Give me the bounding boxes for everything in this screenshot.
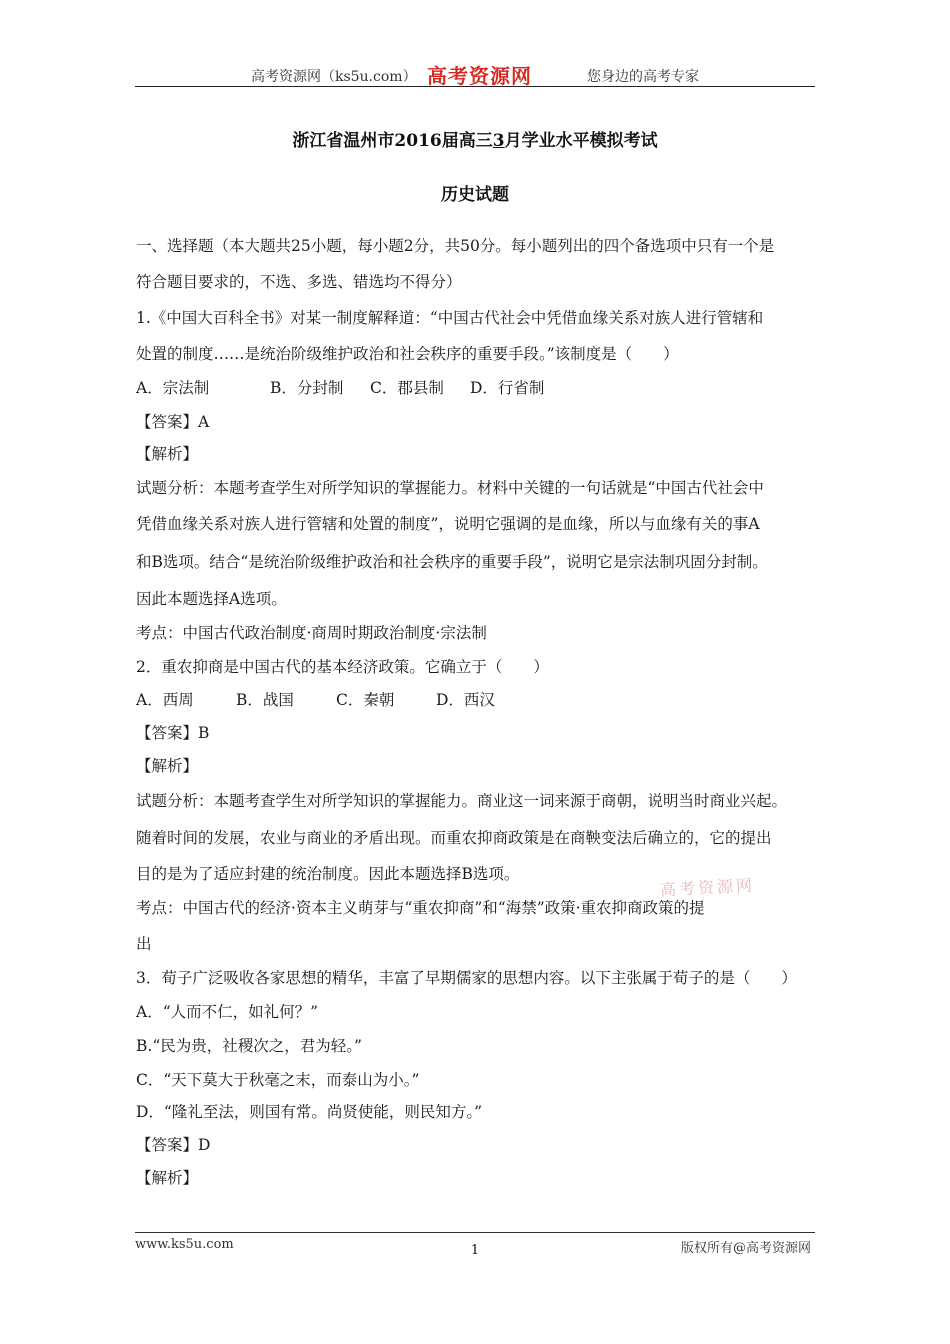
q3-option-c: C．“天下莫大于秋毫之末，而泰山为小。” [136, 1071, 420, 1089]
header-slogan: 您身边的高考专家 [587, 69, 699, 85]
q1-analysis-line1: 试题分析：本题考查学生对所学知识的掌握能力。材料中关键的一句话就是“中国古代社会中 [136, 479, 764, 497]
q2-knowledge-point-line2: 出 [136, 935, 152, 953]
q3-answer: 【答案】D [136, 1136, 211, 1154]
q2-analysis-line3: 目的是为了适应封建的统治制度。因此本题选择B选项。 [136, 865, 520, 883]
q2-knowledge-point-line1: 考点：中国古代的经济·资本主义萌芽与“重农抑商”和“海禁”政策·重农抑商政策的提 [136, 899, 705, 917]
q2-option-a: A．西周 [136, 691, 194, 709]
section-intro-line2: 符合题目要求的，不选、多选、错选均不得分） [136, 273, 462, 291]
q2-analysis-label: 【解析】 [136, 757, 199, 775]
footer-copyright: 版权所有@高考资源网 [680, 1241, 811, 1256]
page-footer [135, 1232, 815, 1258]
q1-analysis-line3: 和B选项。结合“是统治阶级维护政治和社会秩序的重要手段”，说明它是宗法制巩固分封制。 [136, 553, 768, 571]
q2-answer: 【答案】B [136, 724, 210, 742]
page-header [135, 60, 815, 87]
exam-title-month: 3 [492, 131, 505, 151]
exam-subtitle: 历史试题 [441, 185, 509, 205]
q2-stem: 2．重农抑商是中国古代的基本经济政策。它确立于（ ） [136, 658, 549, 676]
page-number: 1 [470, 1243, 480, 1258]
header-site-name: 高考资源网（ks5u.com） [251, 69, 417, 85]
q1-analysis-line4: 因此本题选择A选项。 [136, 590, 287, 608]
q1-option-d: D．行省制 [470, 379, 545, 397]
q3-option-d: D．“隆礼至法，则国有常。尚贤使能，则民知方。” [136, 1103, 483, 1121]
q2-option-b: B．战国 [236, 691, 294, 709]
q1-analysis-label: 【解析】 [136, 445, 199, 463]
q1-option-a: A．宗法制 [136, 379, 210, 397]
q1-option-b: B．分封制 [270, 379, 344, 397]
exam-title-post: 月学业水平模拟考试 [504, 131, 658, 151]
q3-option-a: A．“人而不仁，如礼何？” [136, 1003, 319, 1021]
q2-option-d: D．西汉 [436, 691, 495, 709]
watermark: 高考资源网 [659, 875, 756, 900]
q1-options [136, 376, 544, 398]
q3-stem: 3．荀子广泛吸收各家思想的精华，丰富了早期儒家的思想内容。以下主张属于荀子的是（ ） [136, 969, 797, 987]
header-logo: 高考资源网 [427, 64, 532, 88]
q1-analysis-line2: 凭借血缘关系对族人进行管辖和处置的制度”，说明它强调的是血缘，所以与血缘有关的事A [136, 515, 760, 533]
q3-option-b: B.“民为贵，社稷次之，君为轻。” [136, 1037, 362, 1055]
footer-url: www.ks5u.com [135, 1237, 234, 1252]
q3-analysis-label: 【解析】 [136, 1169, 199, 1187]
q2-options [136, 688, 495, 710]
q1-knowledge-point: 考点：中国古代政治制度·商周时期政治制度·宗法制 [136, 624, 487, 642]
section-intro-line1: 一、选择题（本大题共25小题，每小题2分，共50分。每小题列出的四个备选项中只有一个是 [136, 237, 775, 255]
q1-option-c: C．郡县制 [370, 379, 444, 397]
q1-stem-line1: 1.《中国大百科全书》对某一制度解释道：“中国古代社会中凭借血缘关系对族人进行管辖和 [136, 309, 764, 327]
exam-title-pre: 浙江省温州市2016届高三 [292, 131, 493, 151]
q2-analysis-line1: 试题分析：本题考查学生对所学知识的掌握能力。商业这一词来源于商朝，说明当时商业兴起。 [136, 792, 788, 810]
q1-stem-line2: 处置的制度……是统治阶级维护政治和社会秩序的重要手段。”该制度是（ ） [136, 345, 679, 363]
q2-analysis-line2: 随着时间的发展，农业与商业的矛盾出现。而重农抑商政策是在商鞅变法后确立的，它的提出 [136, 829, 772, 847]
q2-option-c: C．秦朝 [336, 691, 395, 709]
q1-answer: 【答案】A [136, 413, 210, 431]
exam-title [0, 126, 950, 151]
